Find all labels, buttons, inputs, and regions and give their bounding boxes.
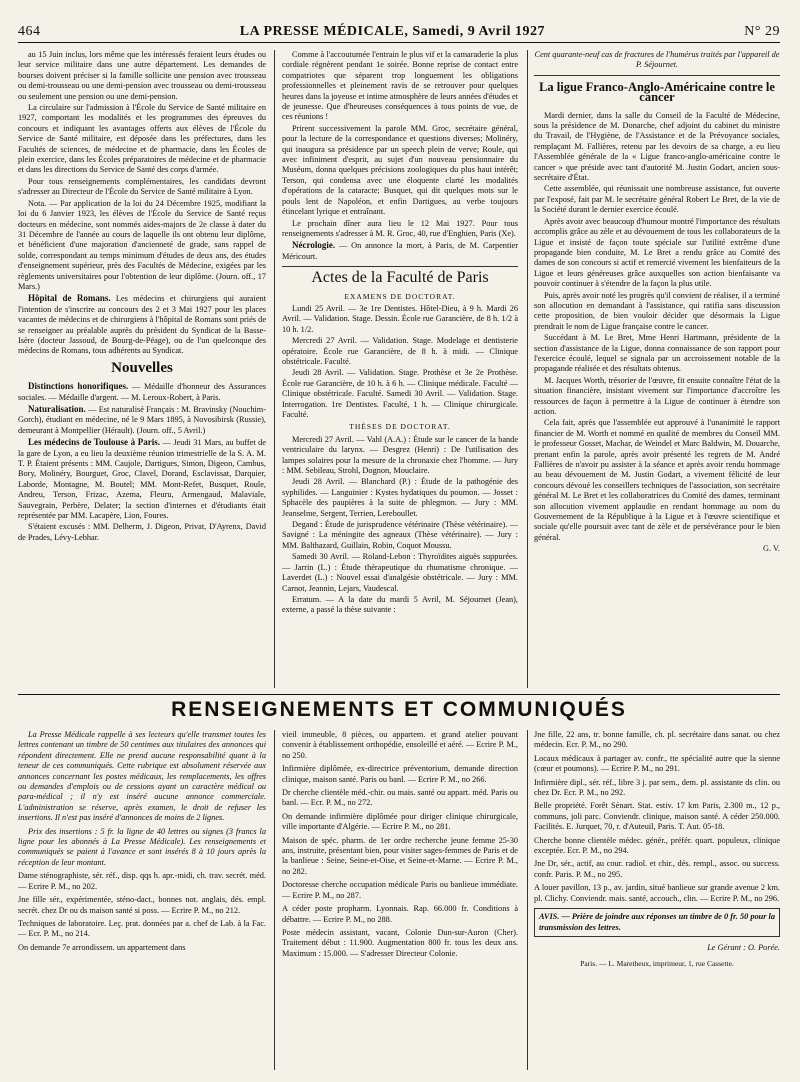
page-number: 464 [18,24,41,39]
paragraph: au 15 Juin inclus, lors même que les intéressés feraient leurs études ou leur service militaire dans une autre département. Les demandes de bourses doivent préciser si la famille sollicite une pension avec trousseau ou demi-trousseau ou une demi-pension avec trousseau ou demi-trousseau ou seulement une pension ou une demi-pension. [18,50,266,101]
classified-ad: On demande infirmière diplômée pour diriger clinique chirurgicale, ville importante d'Algérie. — Ecrire P. M., no 281. [282,811,518,832]
ads-prices: Prix des insertions : 5 fr. la ligne de 40 lettres ou signes (3 francs la ligne pour les abonnés à La Presse Médicale). Les renseignements et communiqués se paient à l'avance et sont insérés 8 à 10 jours après la réception de leur montant. [18,826,266,867]
paragraph: Pour tous renseignements complémentaires, les candidats devront s'adresser au Directeur de l'École du Service de Santé militaire à Lyon. [18,176,266,197]
gerant-signature: Le Gérant : O. Porée. [707,942,780,952]
classified-ad: Cherche bonne clientèle médec. génér., préfér. quart. populeux, clinique exceptée. Ecr. P. M., no 294. [534,835,780,856]
avis-notice: AVIS. — Prière de joindre aux réponses un timbre de 0 fr. 50 pour la transmission des lettres. [534,908,780,937]
signature: G. V. [763,544,780,554]
section-heading: Les médecins de Toulouse à Paris. [28,437,161,448]
paragraph: — Médaille d'honneur des Assurances sociales. — Médaille d'argent. — M. Leroux-Robert, à Paris. [18,382,266,402]
ads-column-1 [18,730,266,1075]
column-1 [18,50,266,690]
paragraph: Samedi 30 Avril. — Roland-Lebon : Thyroïdites aiguës suppurées. — Jarrin (L.) : Étude thérapeutique du rhumatisme chronique. — Laverdet (L.) : Nouvel essai d'analgésie obstétricale. — Jury : MM. Carnot, Jeannin, Lejars, Vaudescal. [282,552,518,593]
paragraph: Nota. — Par application de la loi du 24 Décembre 1925, modifiant la loi du 6 Janvier 1923, les élèves de l'École du Service de Santé reçus docteurs en médecine, sont nommés aides-majors de 2e classe à dater du 31 Décembre de l'année au cours de laquelle ils ont obtenu leur diplôme, et bénéficient d'une majoration d'ancienneté de grade, sans rappel de solde, correspondant au temps minimum d'études de deux ans, des études d'enseignement supérieur, près des Facultés de Médecine, exigées par les règlements universitaires pour l'obtention de leur diplôme. (Journ. off., 17 Mars.) [18,198,266,291]
printer-line: Paris. — L. Maretheux, imprimeur, 1, rue Cassette. [580,959,734,969]
subheading: THÈSES DE DOCTORAT. [349,422,451,432]
classified-ad: Belle propriété. Forêt Sénart. Stat. estiv. 17 km Paris, 2.300 m., 12 p., communs, joli parc. Conviendr. clinique, maison santé. A céder 250.000. Facilités. E. Jurquet, 70, r. d'Auteuil, Paris. T. Aut. 05-18. [534,801,780,832]
classified-ad: Doctoresse cherche occupation médicale Paris ou banlieue immédiate. — Ecrire P. M., no 287. [282,880,518,900]
classified-ad: Jne Dr, sér., actif, au cour. radiol. et chir., dés. rempl., assoc. ou success. confr. Paris. P. M., no 295. [534,859,780,879]
paragraph: Comme à l'accoutumée l'entrain le plus vif et la camaraderie la plus cordiale régnèrent pendant 1e soirée. Bonne reprise de contact entre compatriotes que séparent trop longuement les obligations professionnelles et pleinement ravis de se retrouver pour quelques heures dans la joyeuse et intime atmosphère de leurs années d'études et de jeunesse. Que d'heureuses conséquences à tous points de vue, de ces réunions ! [282,50,518,122]
classified-ad: Dame sténographiste, sér. réf., disp. qqs h. apr.-midi, ch. trav. secrét. méd. — Ecrire P. M., no 202. [18,871,266,891]
paragraph: Puis, après avoir noté les progrès qu'il convient de réaliser, il a terminé son allocution en demandant à l'assistance, qui ratifia sans discussion cette proposition, de bien vouloir décider que désormais la Ligue prendrait le nom de Ligue française contre le cancer. [534,290,780,331]
page-header [18,20,780,43]
paragraph: Le prochain dîner aura lieu le 12 Mai 1927. Pour tous renseignements s'adresser à M. R. Groc, 40, rue d'Enghien, Paris (Xe). [282,218,518,238]
column-divider [274,730,275,1070]
section-divider [282,266,518,267]
classified-ad: On demande 7e arrondissem. un appartement dans [18,942,186,952]
paragraph: Mercredi 27 Avril. — Vahl (A.A.) : Étude sur le cancer de la bande ventriculaire du larynx. — Desgrez (Henri) : De l'utilisation des lampes solaires pour la mesure de la chronaxie chez l'homme. — Jury : MM. Sebileau, Strohl, Dognon, Mouclaire. [282,434,518,476]
classified-ad: Dr cherche clientèle méd.-chir. ou mais. santé ou appart. méd. Paris ou banl. — Ecr. P. M., no 272. [282,788,518,808]
column-divider [274,50,275,688]
section-heading: Naturalisation. [28,404,86,414]
classified-ad: vieil immeuble, 8 pièces, ou appartem. et grand atelier pouvant convenir à établissement orthopédie, ensoleillé et aéré. — Ecrire P. M., no 250. [282,730,518,760]
ads-column-2 [282,730,518,1075]
paragraph: — Est naturalisé Français : M. Bravinsky (Nouchim-Gorch), étudiant en médecine, né le 9 Mars 1895, à Novosibirsk (Russie), demeurant à Montpellier (Hérault). (Journ. off., 5 Avril.) [18,405,266,435]
paragraph: M. Jacques Worth, trésorier de l'œuvre, fit ensuite connaître l'état de la situation financière, insistant vivement sur l'importance d'accroître les ressources de façon à permettre à la Ligue de continuer à étendre son action. [534,375,780,416]
paragraph: Jeudi 28 Avril. — Validation. Stage. Prothèse et 3e 2e Prothèse. École rue Garancière, de 10 h. à 6 h. — Clinique médicale. Faculté — Clinique obstétricale. Faculté. Samedi 30 Avril. — Validation. Stage. Interrogation. 1re Dentistes. Faculté, 1 h. — Clinique chirurgicale. Faculté. [282,368,518,419]
paragraph: La circulaire sur l'admission à l'École du Service de Santé militaire en 1927, comportant les modalités et les programmes des épreuves du concours et indiquant les avantages offerts aux élèves de l'École du Service de Santé militaire, est déposée dans les préfectures, dans les Facultés de sciences, de médecine et de pharmacie, dans les Écoles de plein exercice, dans les Écoles préparatoires de médecine et de pharmacie et dans les directions du Service de Santé des corps d'armée. [18,103,266,175]
renseignements-banner: RENSEIGNEMENTS ET COMMUNIQUÉS [18,694,780,724]
paragraph: Cela fait, après que l'assemblée eut approuvé à l'unanimité le rapport financier de M. Worth et nommé en qualité de membres du Conseil MM. le professeur Gosset, Machar, de Weindel et Marc Baldwin, M. Douarche, prenant enfin la parole, après avoir présenté les regrets de M. André Fallières de n'avoir pu assister à la séance et après avoir rendu hommage au beau dévouement de M. Justin Godart, a vivement félicité de leur concours dévoué les conseillers techniques de l'association, son secrétaire général M. Le Bret et les collaboratrices du Comité des dames, terminant son allocution vivement applaudie en rendant hommage au nom du Gouvernement de la République à la Ligue et à l'œuvre scientifique et sociale qu'elle poursuit avec tant de zèle et de persévérance pour le bien général. [534,418,780,542]
column-divider [527,50,528,688]
section-heading: Hôpital de Romans. [28,293,111,304]
classified-ad: Maison de spéc. pharm. de 1er ordre recherche jeune femme 25-30 ans, instruite, présentant bien, pour visiter sages-femmes de Paris et de la banlieue : Seine, Seine-et-Oise, et Seine-et-Marne. — Ecrire P. M., no 282. [282,835,518,876]
paragraph: Erratum. — A la date du mardi 5 Avril, M. Séjournet (Jean), externe, a passé la thèse suivante : [282,594,518,615]
classified-ad: Jne fille sér., expérimentée, sténo-dact., bonnes not. anglais, dés. empl. secrét. chez Dr ou ds maison santé si poss. — Ecrire P. M., no 212. [18,895,266,915]
paragraph: Mardi dernier, dans la salle du Conseil de la Faculté de Médecine, sous la présidence de M. Donarche, chef adjoint du cabinet du ministre du Travail, de l'Hygiène, de l'Assistance et de la Prévoyance sociales, remplaçant M. Fallières, retenu par les devoirs de sa charge, a eu lieu l'Assemblée générale de la « Ligue franco-anglo-américaine contre le cancer » que préside avec tant d'autorité M. Justin Godart, ancien sous-secrétaire d'État. [534,110,780,183]
paragraph: Jeudi 28 Avril. — Blanchard (P.) : Étude de la pathogénie des syphilides. — Languinier : Kystes hydatiques du poumon. — Josset : Sphacèle des paupières à la suite de phlegmon. — Jury : MM. Jeanselme, Sergent, Terrien, Lereboullet. [282,477,518,518]
paragraph: Prirent successivement la parole MM. Groc, secrétaire général, pour la lecture de la correspondance et questions diverses; Molinéry, qui inaugura sa présidence par un speech plein de verve; Roule, qui avec infiniment d'esprit, au sujet d'un nouveau pensionnaire du Muséum, donna quelques précisions zoologiques du plus haut intérêt; Terson, qui condensa avec une éloquente clarté les modalités d'opérations de la cataracte; Busquet, qui dit quelques mots sur le pouls lent de Napoléon, et enfin Dartigues, au verbe toujours étincelant lyrique et entraînant. [282,123,518,217]
section-heading: Distinctions honorifiques. [28,381,129,392]
paragraph: — Jeudi 31 Mars, au buffet de la gare de Lyon, a eu lieu la deuxième réunion trimestrielle de la S. A. M. T. P. Étaient présents : MM. Caujole, Dartigues, Simon, Digeon, Cambus, Bory, Molinéry, Bourguet, Groc, Clavel, Dorand, Esclavissat, Darquier, Laborde, Montagne, M. Boutel; MM. Mont-Refet, Busquet, Roule, Andreu, Terson, Frizac, Azema, Fleuru, Armengaud, Malaviale, Sauvegrain, Perbère, Delater; la section d'internes et d'étudiants était représentée par MM. Lacapère, Lion, Foures. [18,438,266,521]
column-2 [282,50,518,690]
paragraph: Après avoir avec beaucoup d'humour montré l'importance des résultats accomplis grâce au zèle et au dévouement de tous les collaborateurs de la Ligue et insisté de façon toute spéciale sur l'utilité extrême d'une propagande bien conduite, M. Le Bret a rendu grâce au Comité des dames de son concours si actif et remercié vivement les bienfaiteurs de la Ligue et leurs généreuses grâce auxquelles son action bienfaisante va pouvoir continuer à s'étendre de la façon la plus utile. [534,216,780,289]
subheading: EXAMENS DE DOCTORAT. [344,291,456,301]
column-3 [534,50,780,690]
classified-ad: Infirmière diplômée, ex-directrice préventorium, demande direction clinique, maison santé. Paris ou banl. — Ecrire P. M., no 266. [282,764,518,784]
paragraph: Succédant à M. Le Bret, Mme Henri Hartmann, présidente de la section d'assistance de la Ligue, donna connaissance de son rapport pour l'exercice écoulé, lequel se signala par un accroissement notable de la propagande réalisée et des résultats obtenus. [534,333,780,374]
classified-ad: Locaux médicaux à partager av. confr., tte spécialité autre que la sienne (cœur et poumons). — Ecrire P. M., no 291. [534,753,780,774]
ads-column-3 [534,730,780,1075]
classified-ad: Jne fille, 22 ans, tr. bonne famille, ch. pl. secrétaire dans sanat. ou chez médecin. Ecr. P. M., no 290. [534,730,780,750]
classified-ad: A louer pavillon, 13 p., av. jardin, situé banlieue sur grande avenue 2 km. pl. Clichy. Conviendr. mais. santé, accouch., clin. — Ecrire P. M., no 296. [534,883,780,903]
classified-ad: Infirmière dipl., sér. réf., libre 3 j. par sem., dem. pl. assistante ds clin. ou chez Dr. Ecr. P. M., no 292. [534,777,780,798]
paragraph: Degand : Étude de jurisprudence vétérinaire (Thèse vétérinaire). — Savigné : La méningite des agneaux (Thèse vétérinaire). — Jury : MM. Balthazard, Guillain, Robin, Coquot Moussu. [282,520,518,550]
section-heading: Nécrologie. [292,240,336,251]
paragraph: Les médecins et chirurgiens qui auraient l'intention de s'inscrire au concours des 2 et 3 Mai 1927 pour les places vacantes de médecins et de chirurgiens à l'hôpital de Romans sont priés de se renseigner au préalable auprès du président du Syndicat de la Basse-Isère (docteur Jassoud, de Bourg-de-Péage), ou de l'un quelconque des médecins de Romans, tous adhérents au Syndicat. [18,294,266,356]
journal-title: LA PRESSE MÉDICALE, Samedi, 9 Avril 1927 [239,24,545,39]
ligue-title: La ligue Franco-Anglo-Américaine contre le cancer [539,79,775,105]
classified-ad: Techniques de laboratoire. Leç. prat. données par a. chef de Lab. à la Fac. — Ecr. P. M., no 214. [18,918,266,939]
nouvelles-title: Nouvelles [111,359,173,376]
column-divider [527,730,528,1070]
paragraph: Cette assemblée, qui réunissait une nombreuse assistance, fut ouverte par l'exposé, fait par M. le secrétaire général Robert Le Bret, de la vie de la Société durant le dernier exercice écoulé. [534,184,780,215]
paragraph: — On annonce la mort, à Paris, de M. Carpentier Méricourt. [282,241,518,261]
paragraph: S'étaient excusés : MM. Delherm, J. Digeon, Privat, D'Ayrenx, David de Prades, Lévy-Lebhar. [18,522,266,542]
paragraph: Mercredi 27 Avril. — Validation. Stage. Modelage et dentisterie opératoire. École rue Garancière, de 8 h. à midi. — Clinique obstétricale. Faculté. [282,336,518,366]
actes-title: Actes de la Faculté de Paris [311,269,489,287]
classified-ad: A céder poste propharm. Lyonnais. Rap. 66.000 fr. Conditions à débattre. — Ecrire P. M., no 288. [282,904,518,924]
section-divider [534,75,780,76]
thesis-title: Cent quarante-neuf cas de fractures de l'humérus traités par l'appareil de P. Séjournet. [534,50,780,70]
ads-intro: La Presse Médicale rappelle à ses lecteurs qu'elle transmet toutes les lettres contenant un timbre de 50 centimes aux titulaires des annonces qui répondent directement. Elle ne prend aucune responsabilité quant à la teneur de ces communiqués. Cette rubrique est absolument réservée aux annonces concernant les postes médicaux, les remplacements, les offres ou demandes d'emplois ou de cessions ayant un caractère médical ou para-médical ; il n'y est inséré aucune annonce commerciale. L'administration se réserve, après examen, le droit de refuser les insertions. Il n'est pas inséré d'annonces de moins de 2 lignes. [18,730,266,823]
paragraph: Lundi 25 Avril. — 3e 1re Dentistes. Hôtel-Dieu, à 9 h. Mardi 26 Avril. — Validation. Stage. Dessin. École rue Garancière, de 8 h. 1/2 à 10 h. 1/2. [282,303,518,334]
classified-ad: Poste médecin assistant, vacant, Colonie Dun-sur-Auron (Cher). Traitement début : 11.900. Augmentation 800 fr. tous les deux ans. Maximum : 15.000. — S'adresser Directeur Colonie. [282,927,518,958]
issue-number: N° 29 [744,24,780,39]
